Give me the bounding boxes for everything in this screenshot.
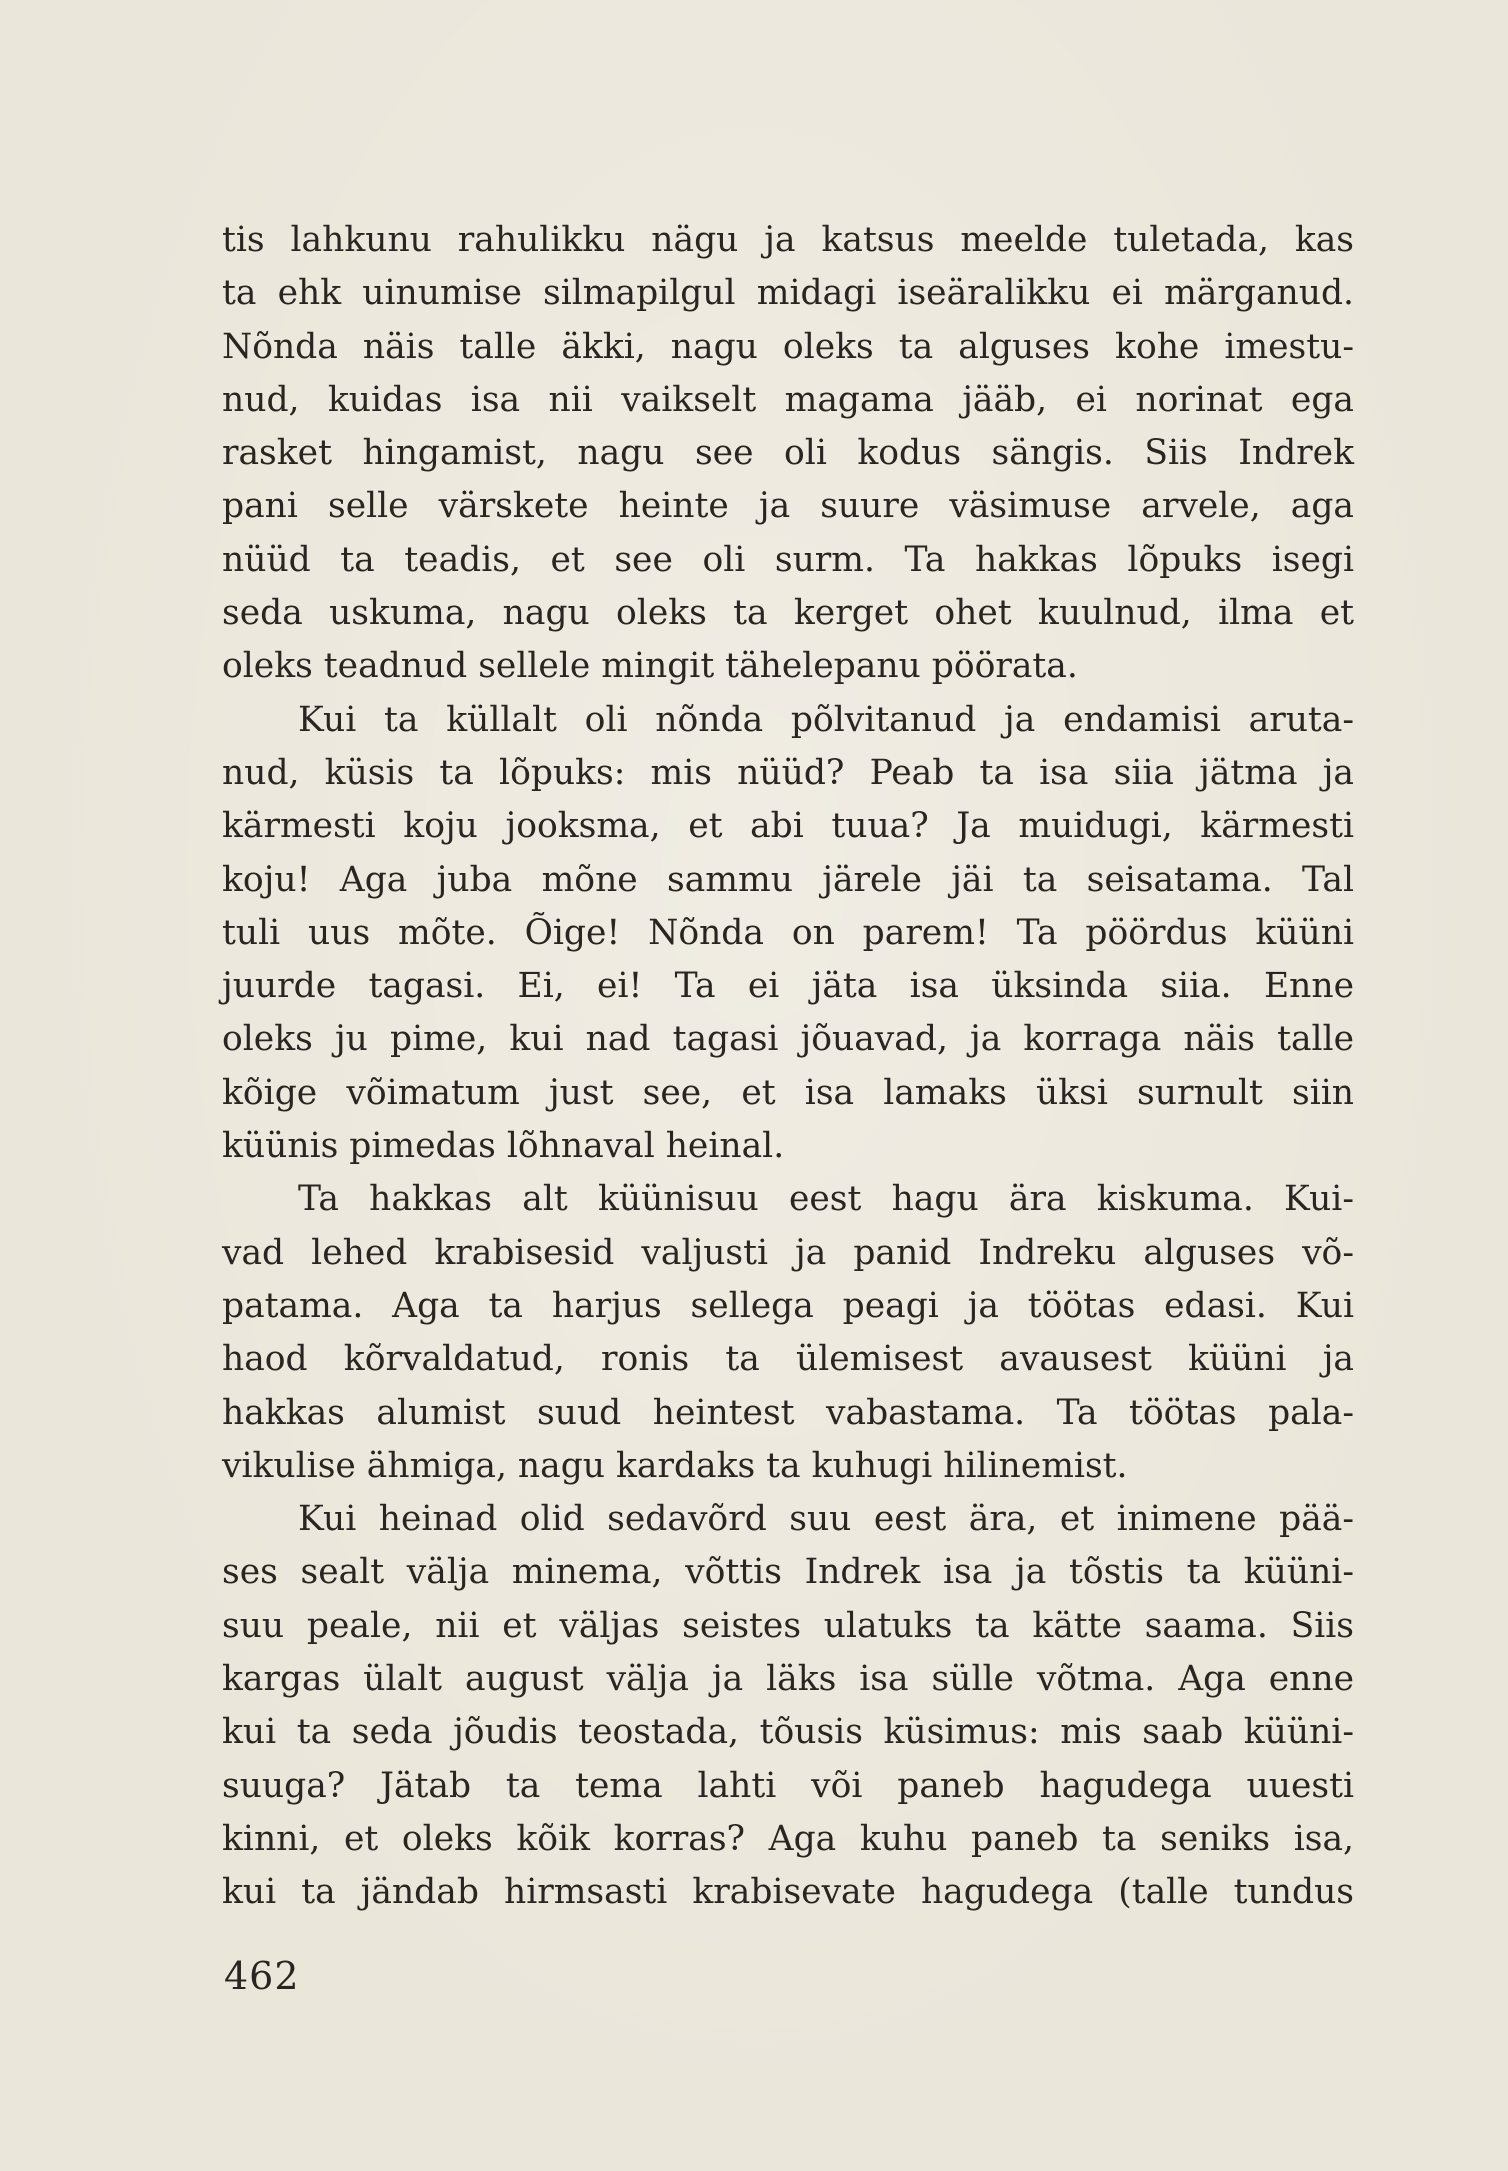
text-line: ta ehk uinumise silmapilgul midagi iseäralikku ei märganud. — [222, 273, 1354, 314]
text-line: rasket hingamist, nagu see oli kodus sängis. Siis Indrek — [222, 433, 1354, 474]
text-line: juurde tagasi. Ei, ei! Ta ei jäta isa üksinda siia. Enne — [222, 966, 1354, 1007]
text-line: vad lehed krabisesid valjusti ja panid Indreku alguses võ- — [222, 1232, 1354, 1273]
text-line: suu peale, nii et väljas seistes ulatuks ta kätte saama. Siis — [222, 1605, 1354, 1646]
text-line: pani selle värskete heinte ja suure väsimuse arvele, aga — [222, 486, 1354, 527]
text-line: oleks teadnud sellele mingit tähelepanu pöörata. — [222, 646, 1078, 687]
body-text — [222, 214, 1354, 1920]
text-line: vikulise ähmiga, nagu kardaks ta kuhugi hilinemist. — [222, 1445, 1128, 1486]
text-line: suuga? Jätab ta tema lahti või paneb hagudega uuesti — [222, 1765, 1354, 1806]
text-line: patama. Aga ta harjus sellega peagi ja töötas edasi. Kui — [222, 1285, 1354, 1326]
text-line: kargas ülalt august välja ja läks isa sülle võtma. Aga enne — [222, 1659, 1354, 1700]
text-line: kõige võimatum just see, et isa lamaks üksi surnult siin — [222, 1072, 1354, 1113]
text-line: kui ta jändab hirmsasti krabisevate hagudega (talle tundus — [222, 1872, 1354, 1913]
text-line: Ta hakkas alt küünisuu eest hagu ära kiskuma. Kui- — [298, 1179, 1354, 1220]
page-number: 462 — [224, 1954, 300, 1998]
text-line: Kui heinad olid sedavõrd suu eest ära, et inimene pää- — [298, 1499, 1354, 1540]
text-line: nud, kuidas isa nii vaikselt magama jääb, ei norinat ega — [222, 379, 1354, 420]
text-line: tuli uus mõte. Õige! Nõnda on parem! Ta pöördus küüni — [222, 912, 1354, 953]
text-line: koju! Aga juba mõne sammu järele jäi ta seisatama. Tal — [222, 859, 1354, 900]
text-line: ses sealt välja minema, võttis Indrek isa ja tõstis ta küüni- — [222, 1552, 1354, 1593]
text-line: hakkas alumist suud heintest vabastama. Ta töötas pala- — [222, 1392, 1354, 1433]
text-line: Nõnda näis talle äkki, nagu oleks ta alguses kohe imestu- — [222, 326, 1354, 367]
text-line: haod kõrvaldatud, ronis ta ülemisest avausest küüni ja — [222, 1339, 1354, 1380]
text-line: seda uskuma, nagu oleks ta kerget ohet kuulnud, ilma et — [222, 593, 1354, 634]
text-line: Kui ta küllalt oli nõnda põlvitanud ja endamisi aruta- — [298, 699, 1354, 740]
text-line: nüüd ta teadis, et see oli surm. Ta hakkas lõpuks isegi — [222, 539, 1354, 580]
text-line: kinni, et oleks kõik korras? Aga kuhu paneb ta seniks isa, — [222, 1818, 1354, 1859]
text-line: nud, küsis ta lõpuks: mis nüüd? Peab ta isa siia jätma ja — [222, 752, 1354, 793]
text-line: kärmesti koju jooksma, et abi tuua? Ja muidugi, kärmesti — [222, 806, 1354, 847]
text-line: kui ta seda jõudis teostada, tõusis küsimus: mis saab küüni- — [222, 1712, 1354, 1753]
text-line: tis lahkunu rahulikku nägu ja katsus meelde tuletada, kas — [222, 220, 1354, 260]
text-line: küünis pimedas lõhnaval heinal. — [222, 1126, 785, 1167]
text-line: oleks ju pime, kui nad tagasi jõuavad, ja korraga näis talle — [222, 1019, 1354, 1060]
